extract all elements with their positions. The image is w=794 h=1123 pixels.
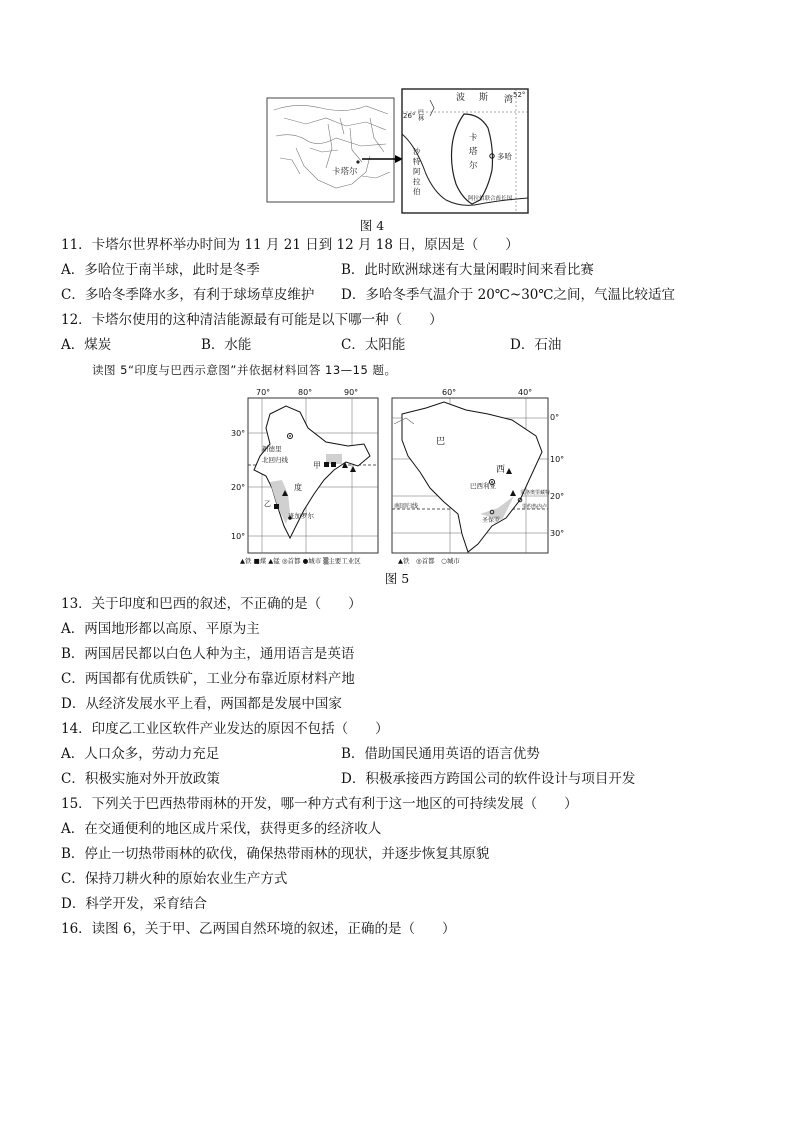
question-15-option-d[interactable]: D．科学开发，采育结合 <box>61 896 207 912</box>
yi-label: 乙 <box>264 500 271 508</box>
question-14-option-c[interactable]: C．积极实施对外开放政策 <box>61 771 220 787</box>
newdelhi-dot <box>289 435 291 437</box>
saudi-char-1: 沙 <box>413 147 421 156</box>
belo-label: 贝洛奥里藏特 <box>520 490 551 496</box>
coal-icon-3 <box>274 504 279 509</box>
country-char-1: 卡 <box>469 133 478 143</box>
bangalore-label: 班加罗尔 <box>288 512 314 520</box>
question-11-option-a[interactable]: A．多哈位于南半球，此时是冬季 <box>61 262 260 278</box>
question-11-stem: 11．卡塔尔世界杯举办时间为 11 月 21 日到 12 月 18 日，原因是（ ） <box>61 237 519 253</box>
saudi-char-3: 阿 <box>413 167 421 176</box>
doha-label: 多哈 <box>497 152 512 161</box>
brazil-lat-30: 30° <box>550 529 565 538</box>
coal-icon <box>324 462 329 467</box>
bay-char-3: 湾 <box>504 95 514 105</box>
question-13-stem: 13．关于印度和巴西的叙述，不正确的是（ ） <box>61 596 362 612</box>
question-13-option-c[interactable]: C．两国都有优质铁矿，工业分布靠近原材料产地 <box>61 671 355 687</box>
ba-label: 巴 <box>436 437 446 447</box>
india-lon-80: 80° <box>298 388 313 397</box>
saudi-char-5: 伯 <box>413 187 421 196</box>
question-12-option-d[interactable]: D．石油 <box>510 337 562 353</box>
brazil-lon-60: 60° <box>442 388 457 397</box>
brazil-tropic-label: 南回归线 <box>394 503 419 510</box>
question-14-option-d[interactable]: D．积极承接西方跨国公司的软件设计与项目开发 <box>341 771 636 787</box>
bay-char-1: 波 <box>456 93 466 103</box>
question-16-stem: 16．读图 6，关于甲、乙两国自然环境的叙述，正确的是（ ） <box>61 921 456 937</box>
question-13-option-d[interactable]: D．从经济发展水平上看，两国都是发展中国家 <box>61 696 342 712</box>
india-lat-10: 10° <box>231 532 246 541</box>
question-14-stem: 14．印度乙工业区软件产业发达的原因不包括（ ） <box>61 721 389 737</box>
saudi-char-2: 特 <box>413 157 421 166</box>
figure-5-map <box>230 384 565 568</box>
xi-label: 西 <box>496 465 506 475</box>
coal-icon-2 <box>331 462 336 467</box>
question-12-stem: 12．卡塔尔使用的这种清洁能源最有可能是以下哪一种（ ） <box>61 312 443 328</box>
brazil-legend: ▲铁 ◎首都 ○城市 <box>398 557 460 565</box>
question-12-option-b[interactable]: B．水能 <box>201 337 252 353</box>
lon-label: 52° <box>513 91 526 99</box>
question-13-option-a[interactable]: A．两国地形都以高原、平原为主 <box>61 621 260 637</box>
du-label: 度 <box>294 483 302 492</box>
brazil-lat-20: 20° <box>550 492 565 501</box>
question-15-option-b[interactable]: B．停止一切热带雨林的砍伐，确保热带雨林的现状，并逐步恢复其原貌 <box>61 846 490 862</box>
india-lon-70: 70° <box>256 388 271 397</box>
india-legend: ▲铁 ■煤 ▲锰 ◎首都 ●城市 ▒主要工业区 <box>240 557 361 565</box>
india-lat-20: 20° <box>231 483 246 492</box>
brazil-lat-10: 10° <box>550 455 565 464</box>
question-11-option-b[interactable]: B．此时欧洲球迷有大量闲暇时间来看比赛 <box>341 262 594 278</box>
brazil-lon-40: 40° <box>518 388 533 397</box>
india-lon-90: 90° <box>344 388 359 397</box>
question-11-option-d[interactable]: D．多哈冬季气温介于 20℃~30℃之间，气温比较适宜 <box>341 287 675 303</box>
india-tropic-label: 北回归线 <box>262 456 288 464</box>
question-15-stem: 15．下列关于巴西热带雨林的开发，哪一种方式有利于这一地区的可持续发展（ ） <box>61 796 578 812</box>
bay-char-2: 斯 <box>479 93 489 103</box>
rio-label: 里约热内卢 <box>522 504 548 510</box>
brasilia-label: 巴西利亚 <box>470 482 496 490</box>
uae-label: 阿拉伯联合酋长国 <box>468 196 513 202</box>
figure-5-caption: 图 5 <box>384 571 410 586</box>
question-12-option-c[interactable]: C．太阳能 <box>341 337 406 353</box>
figure-5 <box>230 384 565 568</box>
question-14-option-a[interactable]: A．人口众多，劳动力充足 <box>61 746 220 762</box>
question-15-option-c[interactable]: C．保持刀耕火种的原始农业生产方式 <box>61 871 288 887</box>
newdelhi-label: 新德里 <box>262 445 282 453</box>
question-15-option-a[interactable]: A．在交通便利的地区成片采伐，获得更多的经济收人 <box>61 821 382 837</box>
figure-4-caption: 图 4 <box>359 218 385 233</box>
regional-map-frame <box>267 98 394 202</box>
brazil-lat-0: 0° <box>550 413 560 422</box>
saopaulo-label: 圣保罗 <box>482 517 501 524</box>
jia-label: 甲 <box>313 461 321 470</box>
question-14-option-b[interactable]: B．借助国民通用英语的语言优势 <box>341 746 540 762</box>
figure-4 <box>266 88 530 216</box>
question-11-option-c[interactable]: C．多哈冬季降水多，有利于球场草皮维护 <box>61 287 315 303</box>
country-char-2: 塔 <box>469 147 478 157</box>
bahrain-label: 巴林 <box>416 109 424 121</box>
country-char-3: 尔 <box>469 161 478 171</box>
qatar-marker <box>356 160 359 163</box>
figure-5-intro: 读图 5“印度与巴西示意图”并依据材料回答 13—15 题。 <box>92 363 397 377</box>
figure-4-map <box>266 88 530 216</box>
lat-label: 26° <box>403 112 416 120</box>
india-lat-30: 30° <box>231 429 246 438</box>
saudi-char-4: 拉 <box>413 177 421 186</box>
question-13-option-b[interactable]: B．两国居民都以白色人种为主，通用语言是英语 <box>61 646 355 662</box>
qatar-label: 卡塔尔 <box>332 167 358 177</box>
question-12-option-a[interactable]: A．煤炭 <box>61 337 112 353</box>
